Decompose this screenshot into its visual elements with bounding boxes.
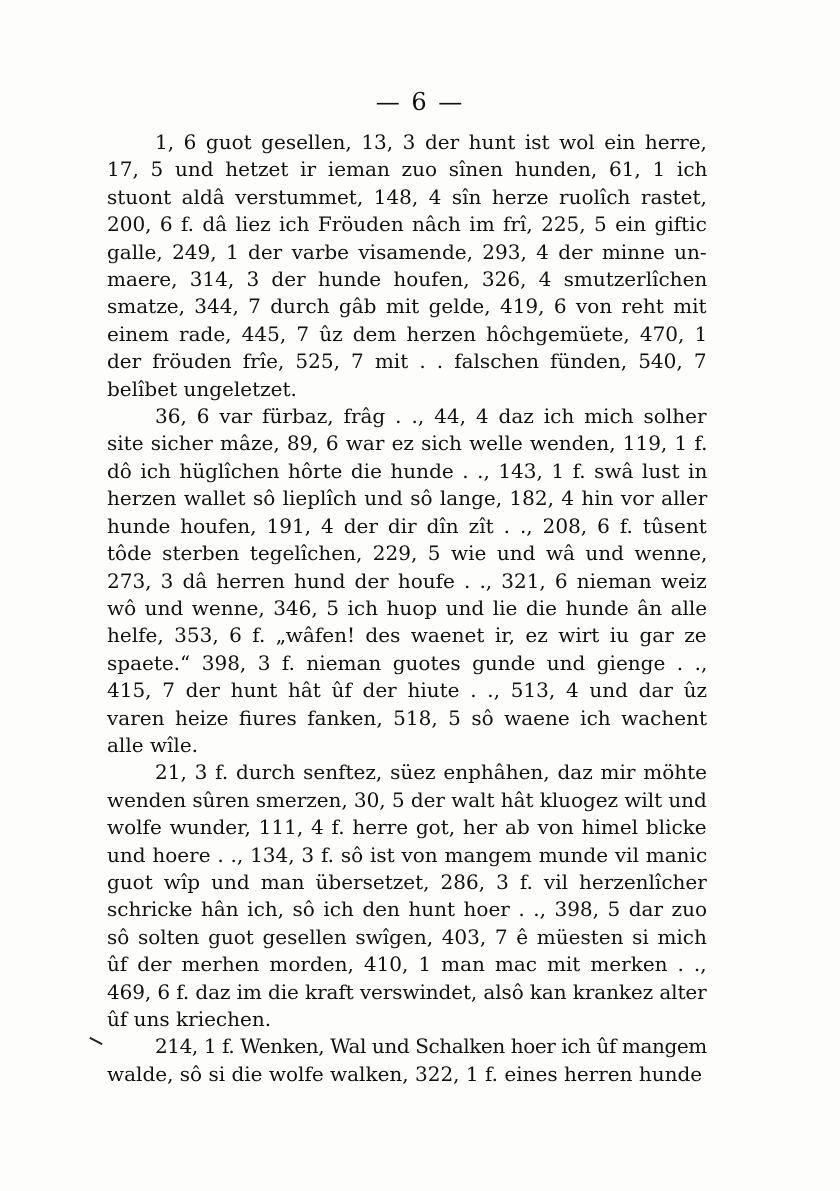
text-line: smatze, 344, 7 durch gâb mit gelde, 419, 6 von reht mit — [107, 294, 707, 319]
text-line: einem rade, 445, 7 ûz dem herzen hôchgemüete, 470, 1 — [107, 321, 708, 346]
paragraph — [107, 759, 707, 1033]
text-line: der fröuden frîe, 525, 7 mit . . falschen fünden, 540, 7 — [107, 349, 707, 374]
text-line: 21, 3 f. durch senftez, süez enphâhen, daz mir möhte — [155, 760, 708, 785]
text-line: ûf der merhen morden, 410, 1 man mac mit merken . ., — [107, 952, 707, 977]
text-line: spaete.“ 398, 3 f. nieman guotes gunde und gienge . ., — [107, 650, 708, 675]
text-line: 17, 5 und hetzet ir ieman zuo sînen hunden, 61, 1 ich — [107, 157, 708, 182]
paragraph — [107, 1033, 707, 1088]
text-line: dô ich hüglîchen hôrte die hunde . ., 143, 1 f. swâ lust in — [107, 458, 708, 483]
text-line: galle, 249, 1 der varbe visamende, 293, 4 der minne un- — [107, 239, 707, 264]
text-line: guot wîp und man übersetzet, 286, 3 f. vil herzenlîcher — [107, 869, 707, 894]
text-line: tôde sterben tegelîchen, 229, 5 wie und wâ und wenne, — [107, 541, 708, 566]
text-line: walde, sô si die wolfe walken, 322, 1 f. eines herren hunde — [107, 1061, 703, 1086]
text-line: 469, 6 f. daz im die kraft verswindet, alsô kan krankez alter — [107, 979, 707, 1004]
text-line: sô solten guot gesellen swîgen, 403, 7 ê müesten si mich — [107, 924, 707, 949]
body-text — [107, 129, 707, 1088]
text-line: maere, 314, 3 der hunde houfen, 326, 4 smutzerlîchen — [107, 267, 708, 292]
text-line: ûf uns kriechen. — [107, 1007, 272, 1031]
text-line: 415, 7 der hunt hât ûf der hiute . ., 513, 4 und dar ûz — [107, 678, 708, 703]
text-line: 273, 3 dâ herren hund der houfe . ., 321, 6 nieman weiz — [107, 568, 707, 593]
text-line: und hoere . ., 134, 3 f. sô ist von mangem munde vil manic — [107, 842, 708, 867]
page-number: — 6 — — [375, 88, 465, 116]
paragraph — [107, 129, 707, 403]
text-line: wô und wenne, 346, 5 ich huop und lie die hunde ân alle — [107, 595, 708, 620]
text-line: herzen wallet sô lieplîch und sô lange, 182, 4 hin vor aller — [107, 486, 708, 511]
text-line: alle wîle. — [107, 732, 199, 757]
text-line: 214, 1 f. Wenken, Wal und Schalken hoer ich ûf mangem — [155, 1034, 707, 1059]
text-line: wolfe wunder, 111, 4 f. herre got, her ab von himel blicke — [107, 815, 707, 840]
paragraph — [107, 403, 707, 759]
text-line: 200, 6 f. dâ liez ich Fröuden nâch im frî, 225, 5 ein giftic — [107, 212, 707, 237]
text-line: schricke hân ich, sô ich den hunt hoer . ., 398, 5 dar zuo — [107, 897, 708, 922]
text-line: site sicher mâze, 89, 6 war ez sich welle wenden, 119, 1 f. — [107, 431, 708, 456]
margin-mark — [89, 1037, 102, 1045]
text-line: 1, 6 guot gesellen, 13, 3 der hunt ist wol ein herre, — [155, 130, 707, 154]
text-line: 36, 6 var fürbaz, frâg . ., 44, 4 daz ich mich solher — [155, 404, 707, 429]
text-line: hunde houfen, 191, 4 der dir dîn zît . ., 208, 6 f. tûsent — [107, 513, 707, 538]
text-line: stuont aldâ verstummet, 148, 4 sîn herze ruolîch rastet, — [107, 184, 707, 209]
text-line: wenden sûren smerzen, 30, 5 der walt hât kluogez wilt und — [107, 787, 707, 812]
text-line: helfe, 353, 6 f. „wâfen! des waenet ir, ez wirt iu gar ze — [107, 623, 707, 648]
text-line: varen heize fiures fanken, 518, 5 sô waene ich wachent — [107, 705, 707, 730]
text-line: belîbet ungeletzet. — [107, 376, 297, 401]
